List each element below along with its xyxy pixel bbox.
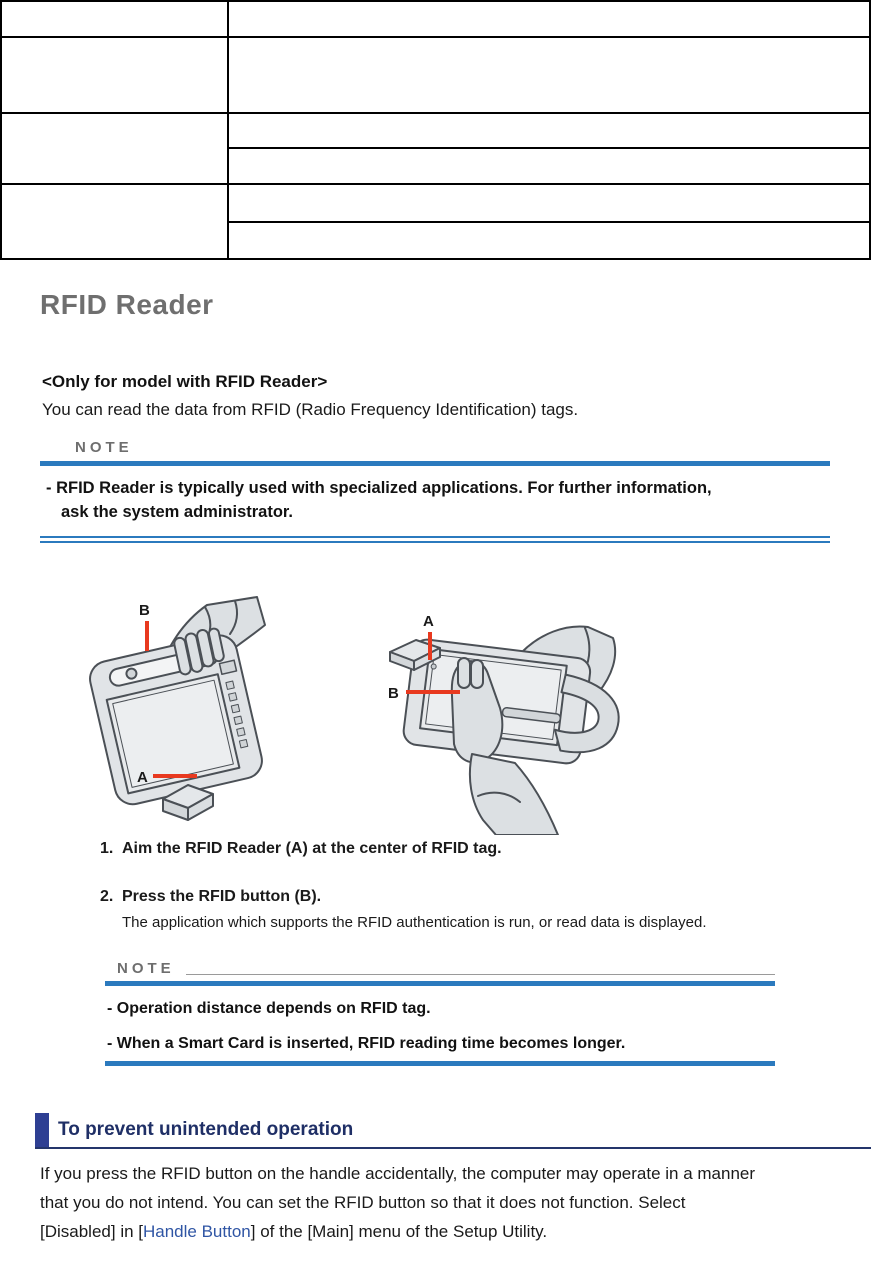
marker-a-label: A — [423, 613, 434, 630]
table-cell — [228, 222, 870, 259]
marker-a-label: A — [137, 769, 148, 786]
table-cell — [228, 148, 870, 184]
handle-button-link[interactable]: Handle Button — [143, 1222, 251, 1241]
note1-item-line2: ask the system administrator. — [61, 503, 294, 521]
table-cell — [228, 37, 870, 113]
section-title: To prevent unintended operation — [58, 1119, 354, 1140]
note2-item: - Operation distance depends on RFID tag. — [107, 1000, 431, 1017]
figure-right-tablet-flat — [360, 600, 650, 835]
note2-label: NOTE — [117, 960, 175, 977]
paragraph-text: ] of the [Main] menu of the Setup Utility. — [250, 1222, 548, 1241]
note2-label-rule — [186, 974, 775, 975]
table-cell — [228, 113, 870, 148]
figure-left-tablet-vertical — [85, 595, 300, 850]
note1-top-bar — [40, 461, 830, 466]
body-paragraph-line2: that you do not intend. You can set the RFID button so that it does not function. Select — [40, 1193, 686, 1212]
section-underline — [35, 1147, 871, 1149]
step-2-detail: The application which supports the RFID authentication is run, or read data is displayed. — [122, 914, 707, 931]
note2-item: - When a Smart Card is inserted, RFID reading time becomes longer. — [107, 1035, 626, 1052]
step-1-number: 1. — [100, 840, 114, 857]
page-title: RFID Reader — [40, 289, 214, 320]
note1-item-line1: - RFID Reader is typically used with specialized applications. For further information, — [46, 479, 712, 497]
note1-bottom-line-2 — [40, 541, 830, 543]
step-2-number: 2. — [100, 888, 114, 905]
table-cell — [228, 184, 870, 222]
table-cell — [1, 113, 228, 184]
body-paragraph-line1: If you press the RFID button on the handle accidentally, the computer may operate in a manner — [40, 1164, 756, 1183]
step-1-text: Aim the RFID Reader (A) at the center of RFID tag. — [122, 840, 502, 857]
note2-bottom-bar — [105, 1061, 775, 1066]
marker-b-label: B — [388, 685, 399, 702]
step-2-text: Press the RFID button (B). — [122, 888, 322, 905]
tablet-illustration — [86, 632, 265, 808]
note1-bottom-line-1 — [40, 536, 830, 538]
marker-b-label: B — [139, 602, 150, 619]
table-cell — [1, 1, 228, 37]
body-paragraph-line3 — [40, 1222, 547, 1242]
model-note: <Only for model with RFID Reader> — [42, 372, 328, 391]
note2-top-bar — [105, 981, 775, 986]
table-cell — [1, 184, 228, 259]
paragraph-text: [Disabled] in [ — [40, 1222, 143, 1241]
intro-text: You can read the data from RFID (Radio Frequency Identification) tags. — [42, 400, 579, 419]
spec-table — [0, 0, 871, 260]
table-cell — [1, 37, 228, 113]
section-accent-rect — [35, 1113, 49, 1148]
note1-label: NOTE — [75, 439, 133, 456]
table-cell — [228, 1, 870, 37]
